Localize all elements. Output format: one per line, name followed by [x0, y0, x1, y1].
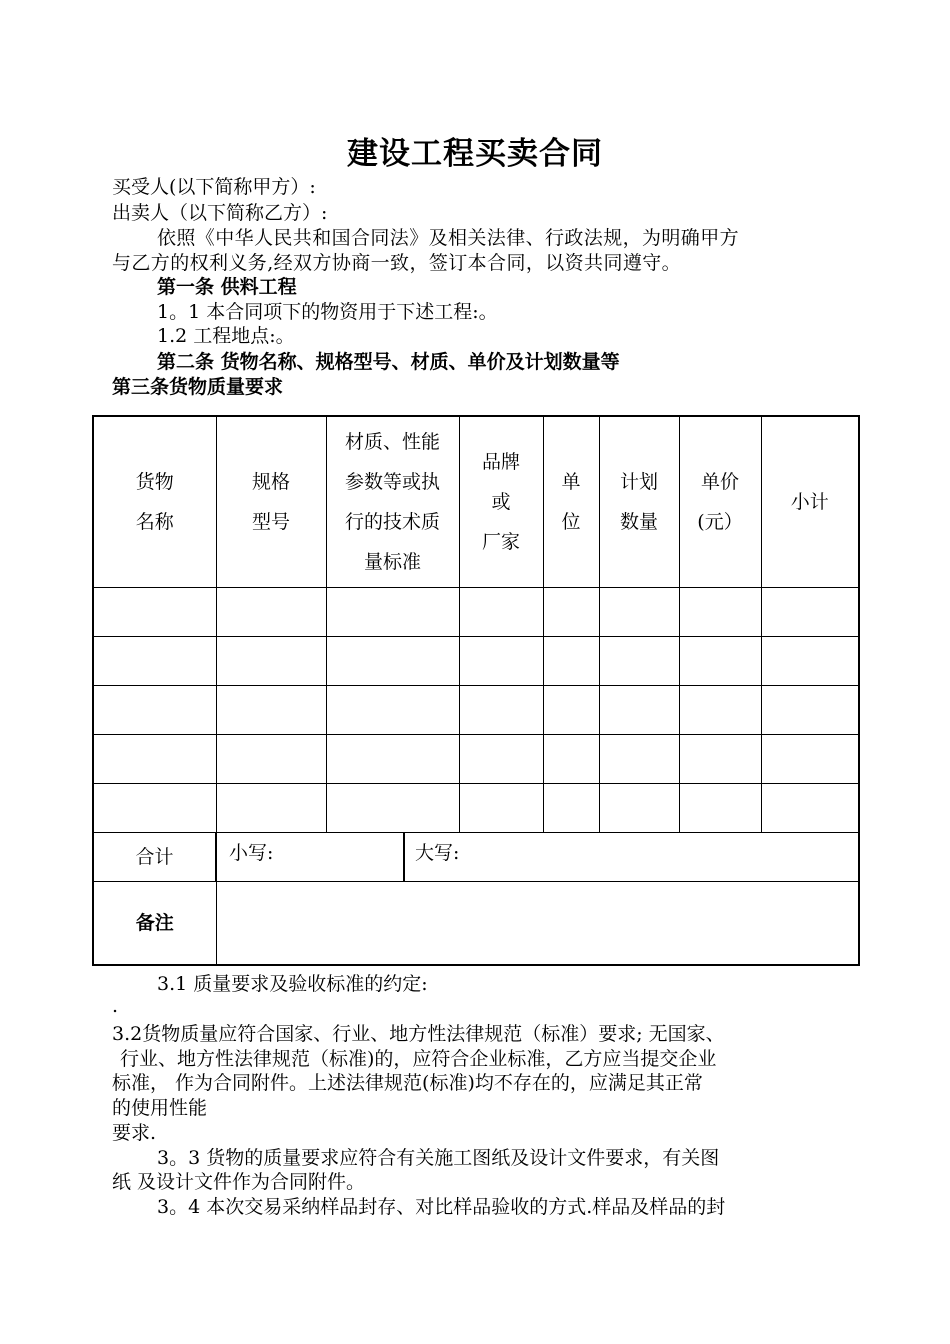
table-cell[interactable] [599, 686, 679, 735]
table-cell[interactable] [459, 686, 543, 735]
table-cell[interactable] [326, 588, 459, 637]
table-cell[interactable] [679, 784, 761, 833]
table-cell[interactable] [761, 735, 859, 784]
table-cell[interactable] [93, 784, 216, 833]
header-goods-name: 货物 名称 [93, 416, 216, 588]
header-spec-model: 规格 型号 [216, 416, 326, 588]
table-cell[interactable] [543, 784, 599, 833]
table-cell[interactable] [93, 588, 216, 637]
clause-3-4-line-1: 3。4 本次交易采纳样品封存、对比样品验收的方式.样品及样品的封 [157, 1196, 726, 1218]
clause-3-2-line-1: 3.2货物质量应符合国家、行业、地方性法律规范（标准）要求; 无国家、 [112, 1023, 725, 1045]
clause-3-3-line-2: 纸 及设计文件作为合同附件。 [112, 1171, 366, 1193]
intro-line-1: 依照《中华人民共和国合同法》及相关法律、行政法规，为明确甲方 [157, 227, 740, 249]
table-cell[interactable] [679, 735, 761, 784]
table-cell[interactable] [761, 686, 859, 735]
intro-line-2: 与乙方的权利义务,经双方协商一致，签订本合同，以资共同遵守。 [112, 252, 682, 274]
article-2-heading: 第二条 货物名称、规格型号、材质、单价及计划数量等 [157, 351, 620, 373]
table-cell[interactable] [216, 735, 326, 784]
clause-3-3-line-1: 3。3 货物的质量要求应符合有关施工图纸及设计文件要求，有关图 [157, 1147, 720, 1169]
table-row [93, 735, 859, 784]
table-cell[interactable] [216, 637, 326, 686]
table-row [93, 784, 859, 833]
table-cell[interactable] [93, 735, 216, 784]
table-cell[interactable] [459, 735, 543, 784]
table-cell[interactable] [459, 784, 543, 833]
header-unit: 单 位 [543, 416, 599, 588]
table-row [93, 637, 859, 686]
article-1-heading: 第一条 供料工程 [157, 276, 297, 298]
table-cell[interactable] [599, 735, 679, 784]
table-cell[interactable] [93, 686, 216, 735]
table-cell[interactable] [326, 784, 459, 833]
clause-3-2-line-2: 行业、地方性法律规范（标准)的，应符合企业标准，乙方应当提交企业 [120, 1048, 717, 1070]
table-cell[interactable] [326, 686, 459, 735]
table-cell[interactable] [459, 637, 543, 686]
table-cell[interactable] [679, 686, 761, 735]
article-1-1: 1。1 本合同项下的物资用于下述工程:。 [157, 301, 498, 323]
table-cell[interactable] [543, 637, 599, 686]
clause-dot: . [112, 995, 119, 1017]
table-cell[interactable] [93, 637, 216, 686]
total-big-label: 大写: [415, 842, 460, 864]
table-cell[interactable] [679, 637, 761, 686]
header-material-standard: 材质、性能 参数等或执 行的技术质 量标准 [326, 416, 459, 588]
document-title: 建设工程买卖合同 [347, 136, 603, 172]
table-cell[interactable] [599, 588, 679, 637]
table-cell[interactable] [543, 588, 599, 637]
table-cell[interactable] [543, 735, 599, 784]
table-cell[interactable] [599, 637, 679, 686]
clause-3-2-line-3: 标准， 作为合同附件。上述法律规范(标准)均不存在的，应满足其正常 [112, 1072, 703, 1094]
table-cell[interactable] [216, 784, 326, 833]
table-cell[interactable] [543, 686, 599, 735]
table-row [93, 588, 859, 637]
table-cell[interactable] [761, 784, 859, 833]
article-3-heading: 第三条货物质量要求 [112, 376, 284, 398]
note-field[interactable] [216, 882, 859, 966]
seller-line: 出卖人（以下简称乙方）: [112, 202, 328, 224]
clause-3-1: 3.1 质量要求及验收标准的约定: [157, 973, 428, 995]
note-label: 备注 [93, 882, 216, 966]
table-cell[interactable] [216, 588, 326, 637]
table-cell[interactable] [599, 784, 679, 833]
table-cell[interactable] [459, 588, 543, 637]
total-label: 合计 [93, 833, 216, 882]
total-small-label: 小写: [229, 842, 274, 864]
header-subtotal: 小计 [761, 416, 859, 588]
header-unit-price: 单价 (元） [679, 416, 761, 588]
article-1-2: 1.2 工程地点:。 [157, 325, 295, 347]
buyer-line: 买受人(以下简称甲方）: [112, 176, 316, 198]
goods-table [92, 415, 860, 966]
note-row [93, 882, 859, 966]
table-cell[interactable] [679, 588, 761, 637]
table-header-row [93, 416, 859, 588]
total-big-field[interactable] [405, 833, 858, 881]
table-cell[interactable] [216, 686, 326, 735]
table-cell[interactable] [326, 637, 459, 686]
clause-3-2-line-5: 要求. [112, 1122, 157, 1144]
clause-3-2-line-4: 的使用性能 [112, 1097, 208, 1119]
header-planned-quantity: 计划 数量 [599, 416, 679, 588]
total-small-field[interactable] [217, 833, 405, 881]
header-brand-manufacturer: 品牌 或 厂家 [459, 416, 543, 588]
total-row [93, 833, 859, 882]
total-cell [216, 833, 859, 882]
table-cell[interactable] [761, 637, 859, 686]
table-row [93, 686, 859, 735]
table-cell[interactable] [761, 588, 859, 637]
table-cell[interactable] [326, 735, 459, 784]
